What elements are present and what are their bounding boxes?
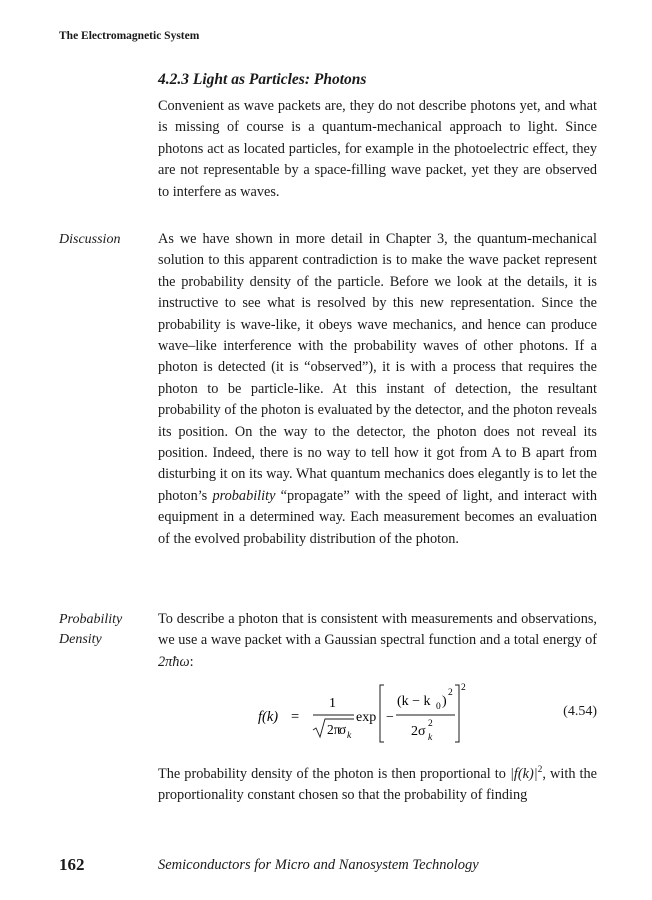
eq-minus: − bbox=[386, 710, 394, 725]
discussion-text-b: “propagate” with the speed of light, and interact with equipment in a determined way. Each measurement becomes an evaluation of the evolved probability distribution of the photon. bbox=[158, 487, 598, 547]
paragraph-after-equation bbox=[158, 760, 597, 807]
discussion-emphasis: probability bbox=[212, 487, 276, 504]
eq-left-bracket bbox=[380, 685, 384, 742]
eq-right-bracket bbox=[455, 685, 459, 742]
section-title: 4.2.3 Light as Particles: Photons bbox=[158, 71, 367, 88]
margin-note-probability-density bbox=[59, 610, 122, 650]
discussion-text-a: As we have shown in more detail in Chapter 3, the quantum-mechanical solution to this apparent contradiction is to make the wave packet represent the probability density of the particle. Before we look at the details, it is instructive to see what is resolved by this new representation. Since the probability is wave-like, it obeys wave mechanics, and hence can produce wave–like interference with the probability waves of other photons. If a photon is detected (it is “observed”), it is with a process that requires the photon to be particle-like. At this instant of detection, the resultant probability of the photon is evaluated by the detector, and the photon reveals its position. On the way to the detector, the photon does not reveal its position. Indeed, there is no way to tell how it got from A to B apart from disturbing it on its way. What quantum mechanics does elegantly is to let the photon’s bbox=[158, 231, 597, 504]
eq-sigma-subscript: k bbox=[347, 731, 352, 741]
after-eq-expression: |f(k)| bbox=[509, 765, 538, 782]
eq-numerator: 1 bbox=[329, 696, 336, 711]
eq-denominator-subscript: k bbox=[428, 733, 433, 743]
density-text-b: : bbox=[189, 653, 194, 670]
eq-k0-subscript: 0 bbox=[436, 702, 441, 712]
eq-sigma: σ bbox=[339, 722, 347, 737]
equation-number: (4.54) bbox=[563, 704, 597, 719]
running-head: The Electromagnetic System bbox=[59, 30, 200, 42]
eq-denominator-square: 2 bbox=[428, 719, 433, 729]
eq-sqrt-argument: 2π bbox=[327, 722, 341, 737]
eq-lhs: f(k) bbox=[258, 709, 279, 725]
eq-numerator-square: 2 bbox=[448, 688, 453, 698]
equation-4-54 bbox=[158, 680, 597, 750]
book-title: Semiconductors for Micro and Nanosystem Technology bbox=[158, 857, 479, 873]
equation-graphic bbox=[158, 680, 538, 750]
eq-equals: = bbox=[291, 709, 300, 725]
density-text-a: To describe a photon that is consistent with measurements and observations, we use a wave packet with a Gaussian spectral function and a total energy of bbox=[158, 611, 597, 649]
margin-note-discussion: Discussion bbox=[59, 232, 121, 247]
eq-inner-numerator: (k − k bbox=[397, 694, 431, 709]
paragraph-probability-density bbox=[158, 609, 597, 673]
paragraph-discussion bbox=[158, 229, 597, 550]
eq-bracket-square: 2 bbox=[461, 683, 466, 693]
margin-note-line-2: Density bbox=[59, 632, 102, 647]
margin-note-line-1: Probability bbox=[59, 612, 123, 627]
after-eq-text-a: The probability density of the photon is then proportional to bbox=[158, 765, 506, 782]
density-energy: 2πħω bbox=[158, 653, 190, 670]
eq-exp: exp bbox=[356, 710, 377, 725]
eq-denominator: 2σ bbox=[411, 724, 426, 739]
after-eq-text-b: , with the proportionality constant chosen so that the probability of finding bbox=[158, 765, 598, 804]
eq-paren-close: ) bbox=[442, 694, 447, 709]
page-number: 162 bbox=[59, 855, 85, 874]
paragraph-intro: Convenient as wave packets are, they do not describe photons yet, and what is missing of course is a quantum-mechanical approach to light. Since photons act as located particles, for example in the photoelectric effect, they are not representable by a space-filling wave packet, yet they are observed to interfere as waves. bbox=[158, 98, 597, 200]
after-eq-exponent: 2 bbox=[537, 765, 543, 775]
